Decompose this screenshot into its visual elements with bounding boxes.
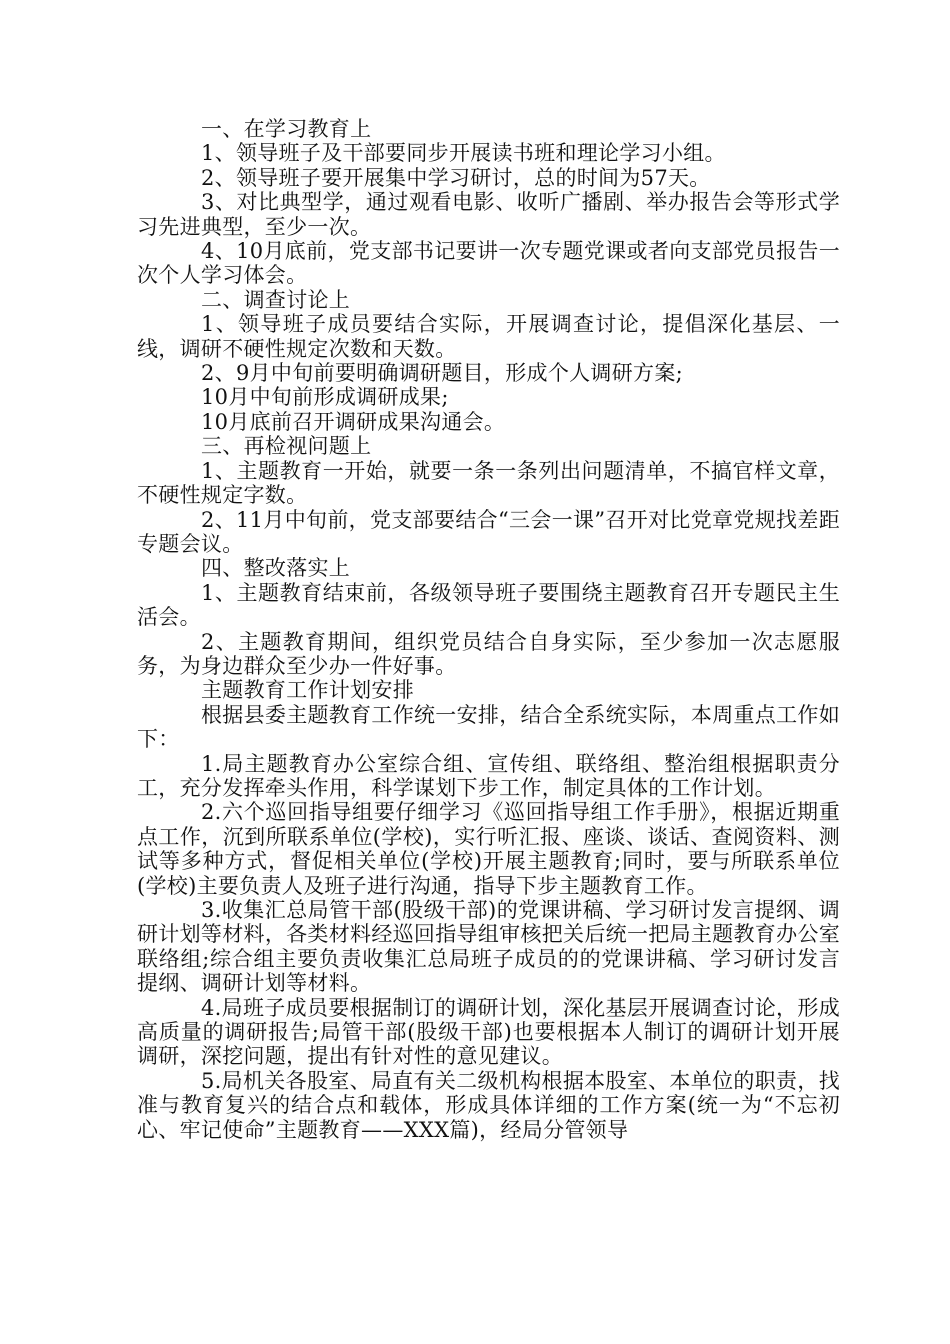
section-heading-study: 一、在学习教育上 xyxy=(201,117,372,141)
paragraph: 3、对比典型学，通过观看电影、收听广播剧、举办报告会等形式学习先进典型，至少一次。 xyxy=(137,190,840,239)
paragraph: 4.局班子成员要根据制订的调研计划，深化基层开展调查讨论，形成高质量的调研报告;局管干部(股级干部)也要根据本人制订的调研计划开展调研，深挖问题，提出有针对性的意见建议。 xyxy=(137,995,840,1069)
paragraph: 4、10月底前，党支部书记要讲一次专题党课或者向支部党员报告一次个人学习体会。 xyxy=(137,239,840,288)
section-heading-research: 二、调查讨论上 xyxy=(201,287,351,312)
paragraph: 1、领导班子成员要结合实际，开展调查讨论，提倡深化基层、一线，调研不硬性规定次数和天数。 xyxy=(137,312,840,361)
paragraph: 2、9月中旬前要明确调研题目，形成个人调研方案; xyxy=(201,361,683,386)
paragraph: 1.局主题教育办公室综合组、宣传组、联络组、整治组根据职责分工，充分发挥牵头作用，科学谋划下步工作，制定具体的工作计划。 xyxy=(137,751,840,800)
section-heading-rectify: 四、整改落实上 xyxy=(201,556,351,581)
paragraph: 3.收集汇总局管干部(股级干部)的党课讲稿、学习研讨发言提纲、调研计划等材料，各类材料经巡回指导组审核把关后统一把局主题教育办公室联络组;综合组主要负责收集汇总局班子成员的的党课讲稿、学习研讨发言提纲、调研计划等材料。 xyxy=(137,898,840,996)
paragraph: 2、11月中旬前，党支部要结合“三会一课”召开对比党章党规找差距专题会议。 xyxy=(137,507,840,556)
paragraph: 5.局机关各股室、局直有关二级机构根据本股室、本单位的职责，找准与教育复兴的结合点和载体，形成具体详细的工作方案(统一为“不忘初心、牢记使命”主题教育——XXX篇)，经局分管领导 xyxy=(137,1068,840,1142)
paragraph: 1、主题教育结束前，各级领导班子要围绕主题教育召开专题民主生活会。 xyxy=(137,580,840,630)
paragraph: 2、主题教育期间，组织党员结合自身实际，至少参加一次志愿服务，为身边群众至少办一件好事。 xyxy=(137,629,840,678)
paragraph: 1、主题教育一开始，就要一条一条列出问题清单，不搞官样文章，不硬性规定字数。 xyxy=(137,458,840,508)
paragraph: 根据县委主题教育工作统一安排，结合全系统实际，本周重点工作如下： xyxy=(137,702,840,752)
paragraph: 10月底前召开调研成果沟通会。 xyxy=(201,409,506,434)
paragraph: 10月中旬前形成调研成果; xyxy=(201,385,449,410)
paragraph: 1、领导班子及干部要同步开展读书班和理论学习小组。 xyxy=(201,141,726,166)
paragraph: 2、领导班子要开展集中学习研讨，总的时间为57天。 xyxy=(201,165,711,190)
section-heading-plan: 主题教育工作计划安排 xyxy=(201,678,414,703)
paragraph: 2.六个巡回指导组要仔细学习《巡回指导组工作手册》，根据近期重点工作，沉到所联系单位(学校)，实行听汇报、座谈、谈话、查阅资料、测试等多种方式，督促相关单位(学校)开展主题教育;同时，要与所联系单位(学校)主要负责人及班子进行沟通，指导下步主题教育工作。 xyxy=(137,800,840,898)
section-heading-review: 三、再检视问题上 xyxy=(201,434,372,459)
